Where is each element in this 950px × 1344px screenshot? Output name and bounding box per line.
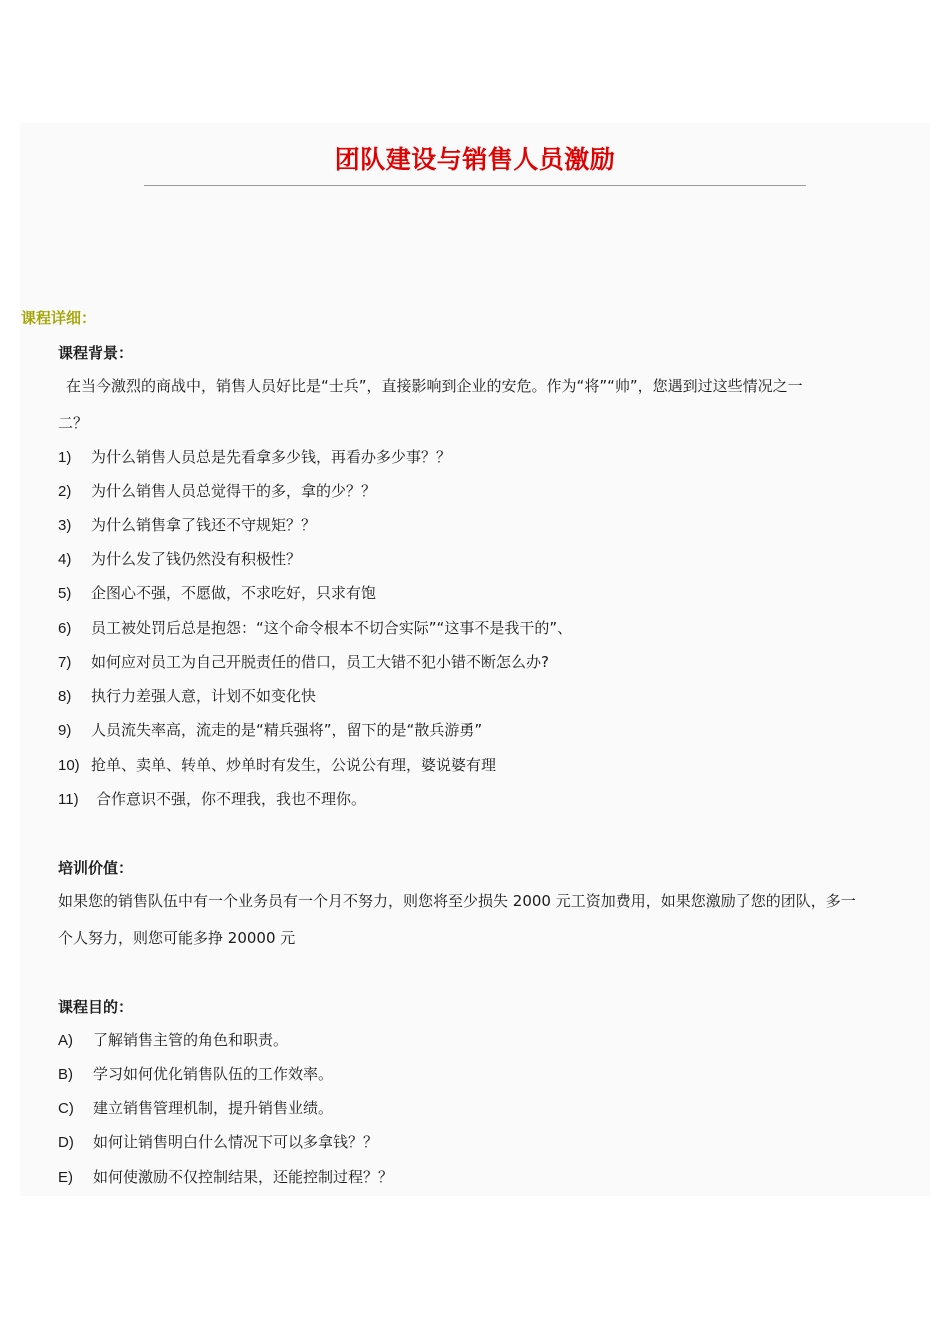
list-item-number: 7)	[58, 654, 72, 671]
list-item-text: 合作意识不强，你不理我，我也不理你。	[96, 790, 367, 808]
list-item	[58, 685, 316, 706]
heading-training-value: 培训价值：	[58, 859, 134, 877]
list-item-number: 1)	[58, 449, 72, 466]
title-divider	[144, 185, 806, 186]
list-item-text: 如何让销售明白什么情况下可以多拿钱？？	[93, 1133, 379, 1151]
heading-course-goals: 课程目的：	[58, 998, 134, 1016]
list-item-text: 人员流失率高，流走的是“精兵强将”，留下的是“散兵游勇”	[91, 721, 483, 739]
list-item	[58, 548, 301, 569]
section-label-course-details: 课程详细：	[21, 309, 97, 327]
training-value-line-1: 如果您的销售队伍中有一个业务员有一个月不努力，则您将至少损失 2000 元工资加费用，如果您激励了您的团队，多一	[58, 892, 856, 910]
list-item	[58, 651, 549, 672]
list-item-number: 11)	[58, 791, 79, 808]
document-title: 团队建设与销售人员激励	[334, 145, 616, 174]
background-intro-line-2: 二？	[58, 414, 89, 432]
list-item	[58, 788, 366, 809]
list-item-number: 10)	[58, 757, 80, 774]
list-item-number: 3)	[58, 517, 72, 534]
list-item-text: 为什么销售拿了钱还不守规矩？？	[91, 516, 317, 534]
list-item-number: 5)	[58, 585, 72, 602]
list-item	[58, 754, 496, 775]
list-item-text: 学习如何优化销售队伍的工作效率。	[93, 1065, 334, 1083]
list-item-number: 6)	[58, 620, 72, 637]
list-item	[58, 1131, 378, 1152]
list-item-number: 8)	[58, 688, 72, 705]
list-item	[58, 1063, 333, 1084]
list-item-letter: A)	[58, 1032, 73, 1049]
list-item	[58, 514, 316, 535]
list-item-letter: E)	[58, 1169, 73, 1186]
list-item-number: 4)	[58, 551, 72, 568]
list-item-text: 如何使激励不仅控制结果，还能控制过程？？	[93, 1168, 394, 1186]
list-item-text: 如何应对员工为自己开脱责任的借口，员工大错不犯小错不断怎么办?	[91, 653, 549, 671]
list-item	[58, 480, 376, 501]
list-item	[58, 446, 451, 467]
list-item-text: 建立销售管理机制，提升销售业绩。	[93, 1099, 334, 1117]
training-value-line-2: 个人努力，则您可能多挣 20000 元	[58, 929, 296, 947]
list-item-number: 9)	[58, 722, 72, 739]
list-item	[58, 719, 482, 740]
list-item-text: 为什么销售人员总是先看拿多少钱，再看办多少事？？	[91, 448, 452, 466]
list-item-text: 为什么销售人员总觉得干的多，拿的少？？	[91, 482, 377, 500]
list-item	[58, 582, 376, 603]
list-item-text: 执行力差强人意，计划不如变化快	[91, 687, 317, 705]
list-item-text: 抢单、卖单、转单、炒单时有发生，公说公有理，婆说婆有理	[91, 756, 497, 774]
list-item-number: 2)	[58, 483, 72, 500]
list-item	[58, 617, 572, 638]
list-item-letter: D)	[58, 1134, 74, 1151]
list-item-text: 企图心不强，不愿做，不求吃好，只求有饱	[91, 584, 377, 602]
heading-course-background: 课程背景：	[58, 344, 134, 362]
list-item-text: 了解销售主管的角色和职责。	[93, 1031, 289, 1049]
list-item-letter: C)	[58, 1100, 74, 1117]
list-item-text: 为什么发了钱仍然没有积极性？	[91, 550, 302, 568]
list-item-text: 员工被处罚后总是抱怨：“这个命令根本不切合实际”“这事不是我干的”、	[91, 619, 573, 637]
list-item	[58, 1097, 333, 1118]
list-item	[58, 1166, 393, 1187]
background-intro-line-1: 在当今激烈的商战中，销售人员好比是“士兵”，直接影响到企业的安危。作为“将”“帅”，您遇到过这些情况之一	[66, 377, 803, 395]
list-item-letter: B)	[58, 1066, 73, 1083]
list-item	[58, 1029, 288, 1050]
